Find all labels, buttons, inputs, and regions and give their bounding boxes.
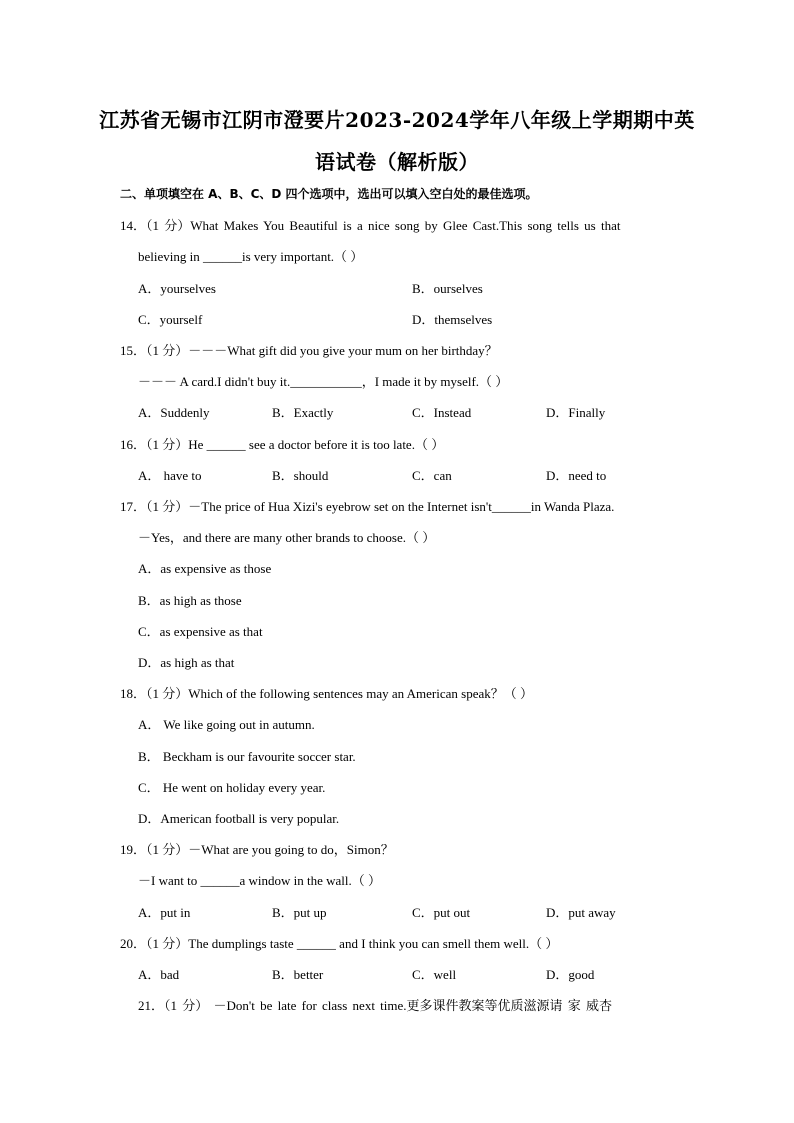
question-16-text: 16．（1 分）He ______ see a doctor before it is too late.（ ） (120, 437, 445, 452)
question-15-text-cont: －－－ A card.I didn't buy it.___________，I made it by myself.（ ） (138, 374, 509, 389)
question-20-option-a: A．bad (138, 967, 180, 982)
question-15-option-d: D．Finally (546, 405, 606, 420)
document-title-line2: 语试卷（解析版） (315, 150, 479, 174)
question-14-option-a: A．yourselves (138, 281, 216, 296)
question-16-option-d: D．need to (546, 468, 607, 483)
question-20-text: 20．（1 分）The dumplings taste ______ and I think you can smell them well.（ ） (120, 936, 559, 951)
question-14-option-d: D．themselves (412, 312, 493, 327)
question-16-option-a: A． have to (138, 468, 202, 483)
question-19-text-cont: －I want to ______a window in the wall.（ ） (138, 873, 381, 888)
question-20-option-b: B．better (272, 967, 324, 982)
question-15-text: 15．（1 分）－－－What gift did you give your mum on her birthday？ (120, 343, 498, 358)
question-14-text: 14．（1 分）What Makes You Beautiful is a nice song by Glee Cast.This song tells us that (120, 218, 621, 233)
question-17-option-d: D．as high as that (138, 655, 235, 670)
question-20-option-c: C．well (412, 967, 457, 982)
question-17-option-a: A．as expensive as those (138, 561, 272, 576)
document-title-line1: 江苏省无锡市江阴市澄要片2023-2024学年八年级上学期期中英 (99, 108, 695, 132)
question-19-option-c: C．put out (412, 905, 471, 920)
question-16-option-b: B．should (272, 468, 329, 483)
question-17-option-b: B．as high as those (138, 593, 242, 608)
section-heading: 二、单项填空在 A、B、C、D 四个选项中，选出可以填入空白处的最佳选项。 (120, 187, 538, 201)
question-19-text: 19．（1 分）－What are you going to do，Simon？ (120, 842, 394, 857)
question-19-option-a: A．put in (138, 905, 191, 920)
question-17-text-cont: －Yes，and there are many other brands to choose.（ ） (138, 530, 436, 545)
question-21-text: 21．（1 分） －Don't be late for class next time.更多课件教案等优质滋源请 家 威杏 (138, 998, 613, 1013)
question-15-option-a: A．Suddenly (138, 405, 210, 420)
question-18-option-a: A． We like going out in autumn. (138, 717, 315, 732)
question-20-option-d: D．good (546, 967, 595, 982)
question-14-option-c: C．yourself (138, 312, 203, 327)
question-15-option-c: C．Instead (412, 405, 472, 420)
question-18-option-b: B． Beckham is our favourite soccer star. (138, 749, 356, 764)
question-15-option-b: B．Exactly (272, 405, 334, 420)
question-17-option-c: C．as expensive as that (138, 624, 263, 639)
question-16-option-c: C．can (412, 468, 452, 483)
question-17-text: 17．（1 分）－The price of Hua Xizi's eyebrow set on the Internet isn't______in Wanda Plaza. (120, 499, 615, 514)
question-14-option-b: B．ourselves (412, 281, 483, 296)
question-19-option-b: B．put up (272, 905, 327, 920)
question-18-text: 18．（1 分）Which of the following sentences may an American speak？（ ） (120, 686, 534, 701)
question-18-option-d: D．American football is very popular. (138, 811, 340, 826)
question-18-option-c: C． He went on holiday every year. (138, 780, 326, 795)
question-14-text-cont: believing in ______is very important.（ ） (138, 249, 364, 264)
question-19-option-d: D．put away (546, 905, 616, 920)
